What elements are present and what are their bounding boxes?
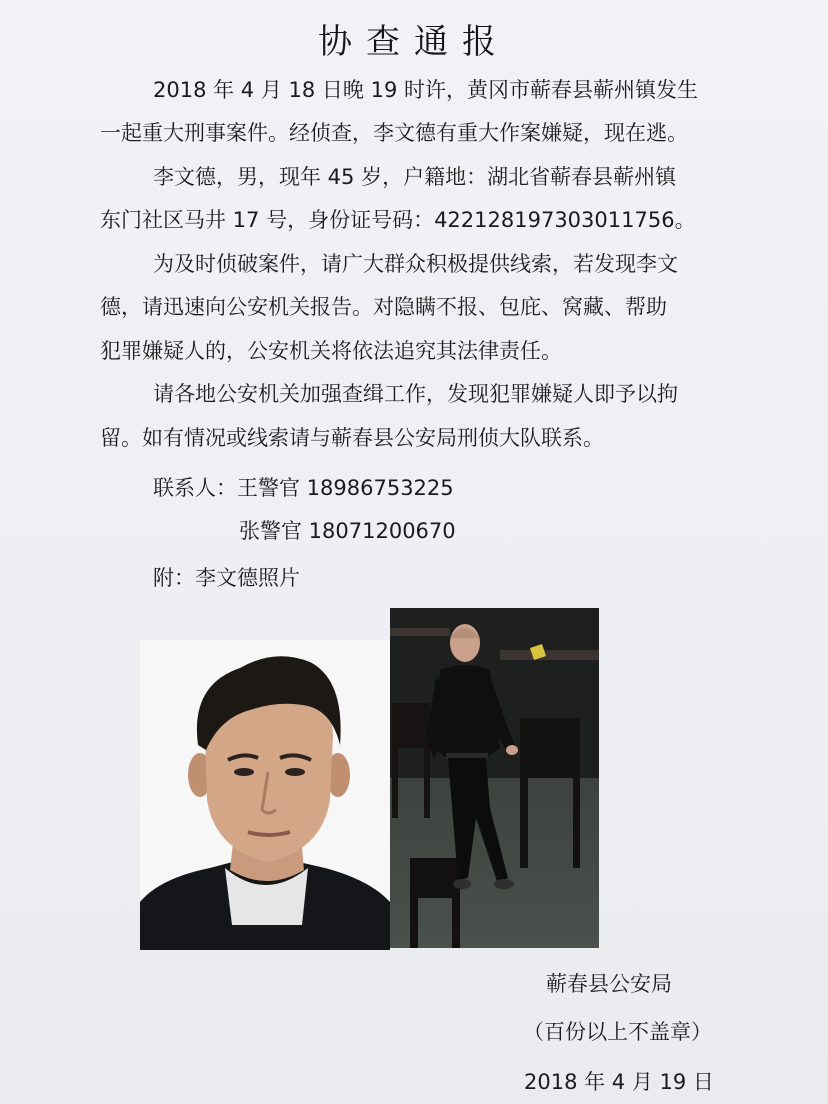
body-line-9: 留。如有情况或线索请与蕲春县公安局刑侦大队联系。 bbox=[100, 426, 604, 450]
body-line-5: 为及时侦破案件，请广大群众积极提供线索，若发现李文 bbox=[153, 252, 678, 276]
contact-line-2: 张警官 18071200670 bbox=[239, 519, 456, 543]
suspect-surveillance-photo bbox=[390, 608, 599, 948]
body-line-3: 李文德，男，现年 45 岁，户籍地：湖北省蕲春县蕲州镇 bbox=[153, 165, 677, 189]
suspect-portrait-photo bbox=[140, 640, 390, 950]
notice-title: 协查通报 bbox=[318, 22, 510, 62]
stamp-note: （百份以上不盖章） bbox=[523, 1020, 712, 1044]
body-line-1: 2018 年 4 月 18 日晚 19 时许，黄冈市蕲春县蕲州镇发生 bbox=[153, 78, 698, 102]
issue-date: 2018 年 4 月 19 日 bbox=[524, 1070, 714, 1094]
contact-line-1: 联系人：王警官 18986753225 bbox=[153, 476, 454, 500]
issuer-name: 蕲春县公安局 bbox=[546, 972, 672, 996]
attachment-label: 附：李文德照片 bbox=[153, 566, 300, 590]
body-line-2: 一起重大刑事案件。经侦查，李文德有重大作案嫌疑，现在逃。 bbox=[100, 121, 688, 145]
body-line-6: 德，请迅速向公安机关报告。对隐瞒不报、包庇、窝藏、帮助 bbox=[100, 295, 667, 319]
body-line-4: 东门社区马井 17 号，身份证号码：422128197303011756。 bbox=[100, 208, 696, 232]
body-line-8: 请各地公安机关加强查缉工作，发现犯罪嫌疑人即予以拘 bbox=[153, 382, 678, 406]
body-line-7: 犯罪嫌疑人的，公安机关将依法追究其法律责任。 bbox=[100, 339, 562, 363]
